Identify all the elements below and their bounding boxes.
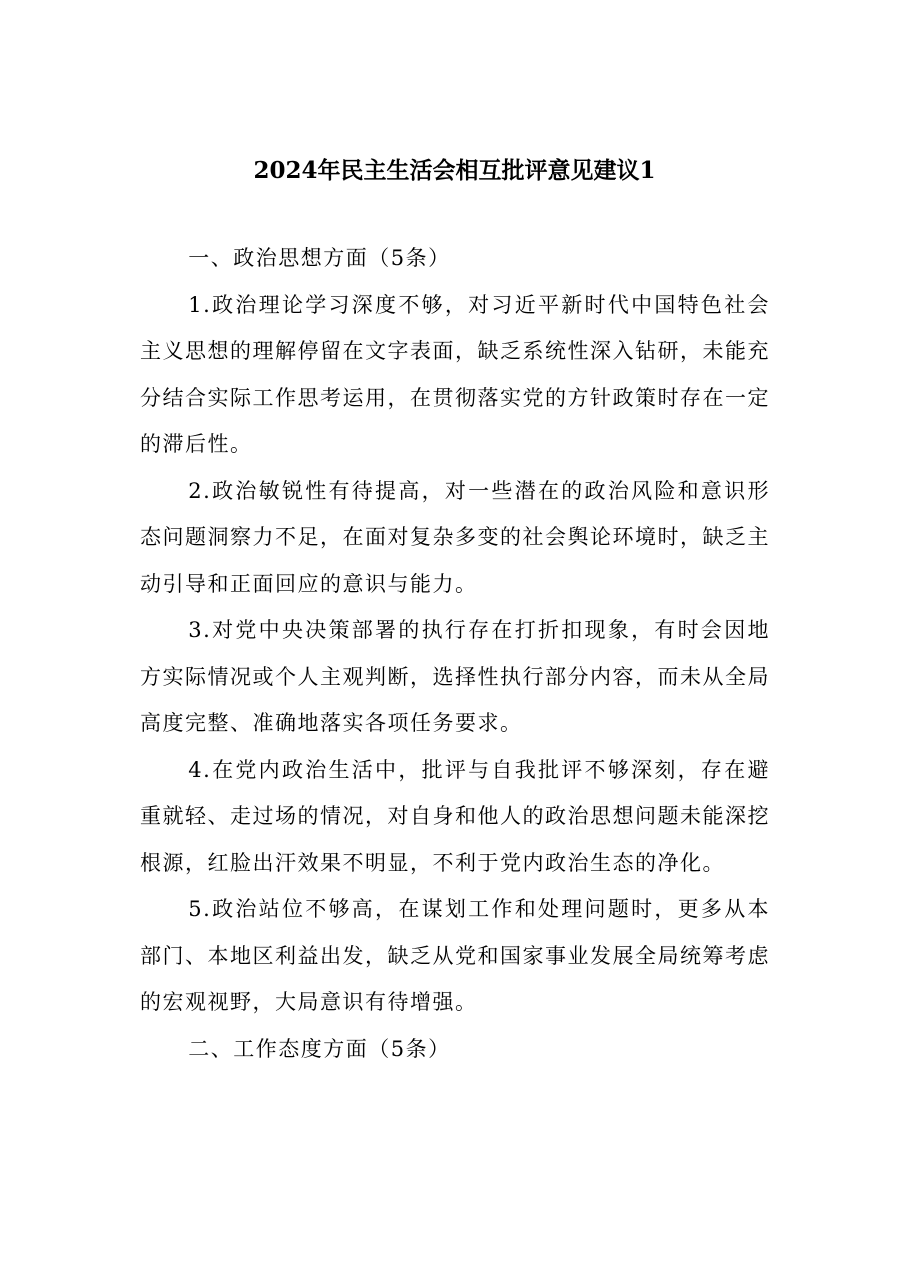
paragraph-item-4: 4.在党内政治生活中，批评与自我批评不够深刻，存在避重就轻、走过场的情况，对自身和他人的政治思想问题未能深挖根源，红脸出汗效果不明显，不利于党内政治生态的净化。: [140, 757, 770, 875]
section-heading-political: 一、政治思想方面（5条）: [188, 246, 451, 270]
document-body: [140, 235, 770, 1072]
paragraph-item-1: 1.政治理论学习深度不够，对习近平新时代中国特色社会主义思想的理解停留在文字表面，缺乏系统性深入钻研，未能充分结合实际工作思考运用，在贯彻落实党的方针政策时存在一定的滞后性。: [140, 292, 770, 456]
paragraph-item-5: 5.政治站位不够高，在谋划工作和处理问题时，更多从本部门、本地区利益出发，缺乏从党和国家事业发展全局统筹考虑的宏观视野，大局意识有待增强。: [140, 897, 770, 1014]
paragraph-item-3: 3.对党中央决策部署的执行存在打折扣现象，有时会因地方实际情况或个人主观判断，选择性执行部分内容，而未从全局高度完整、准确地落实各项任务要求。: [140, 618, 770, 735]
section-heading-work-attitude: 二、工作态度方面（5条）: [188, 1036, 451, 1061]
document-title: 2024年民主生活会相互批评意见建议1: [253, 157, 656, 184]
paragraph-item-2: 2.政治敏锐性有待提高，对一些潜在的政治风险和意识形态问题洞察力不足，在面对复杂多变的社会舆论环境时，缺乏主动引导和正面回应的意识与能力。: [140, 478, 770, 596]
